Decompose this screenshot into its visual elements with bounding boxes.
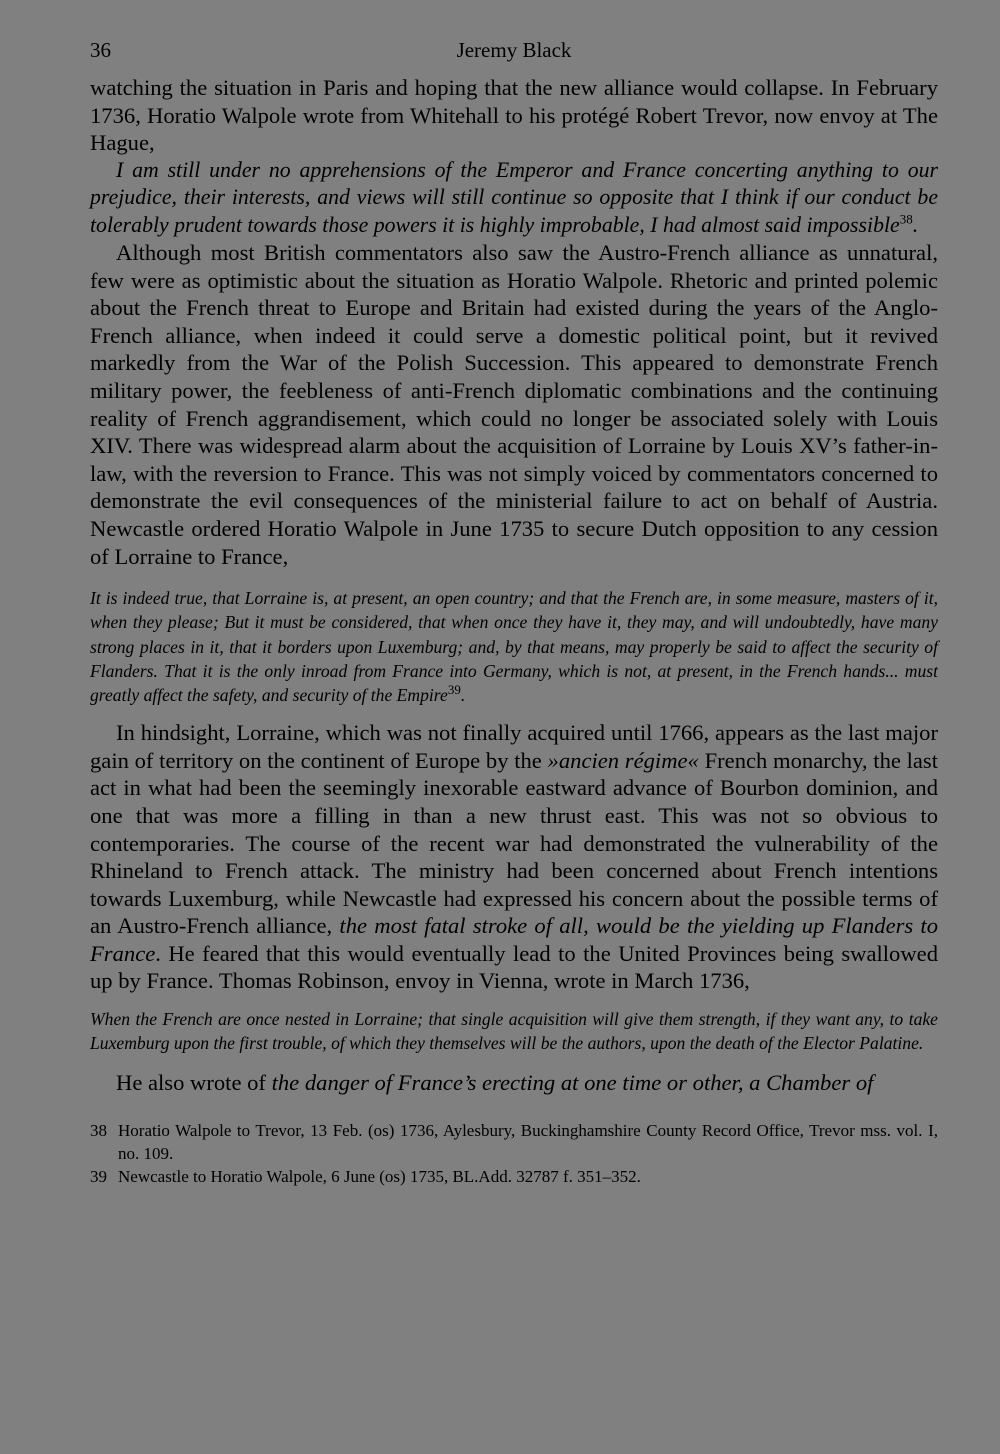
footnotes — [90, 1119, 938, 1188]
paragraph-3-part-c: . He feared that this would eventually lead to the United Provinces being swallowed up by France. Thomas Robinson, envoy in Vienna, wrote in March 1736, — [90, 940, 938, 994]
paragraph-3-italic-quote: the most fatal stroke of all, would be the yielding up Flanders to France — [90, 913, 938, 966]
footnote-ref-38[interactable]: 38 — [899, 211, 913, 227]
footnote-text: Horatio Walpole to Trevor, 13 Feb. (os) 1736, Aylesbury, Buckinghamshire County Record Office, Trevor mss. vol. I, no. 109. — [118, 1121, 938, 1164]
footnote-text: Newcastle to Horatio Walpole, 6 June (os) 1735, BL.Add. 32787 f. 351–352. — [118, 1167, 641, 1187]
paragraph-4-part-a: He also wrote of — [116, 1070, 272, 1096]
quote-newcastle-end: . — [460, 684, 466, 705]
footnote-38 — [90, 1119, 938, 1165]
footnote-ref-39[interactable]: 39 — [447, 682, 461, 698]
paragraph-2: Although most British commentators also saw the Austro-French alliance as unnatural, few were as optimistic about the situation as Horatio Walpole. Rhetoric and printed polemic about the French threat to Europe and Britain had existed during the years of the Anglo-French alliance, when indeed it could serve a domestic political point, but it revived markedly from the War of the Polish Succession. This appeared to demonstrate French military power, the feebleness of anti-French diplomatic combinations and the continuing reality of French aggrandisement, which could no longer be associated solely with Louis XIV. There was widespread alarm about the acquisition of Lorraine by Louis XV’s father-in-law, with the reversion to France. This was not simply voiced by commentators concerned to demonstrate the evil consequences of the ministerial failure to act on behalf of Austria. Newcastle ordered Horatio Walpole in June 1735 to secure Dutch opposition to any cession of Lorraine to France, — [90, 240, 938, 569]
quote-newcastle — [90, 586, 938, 707]
book-page — [90, 38, 938, 1188]
paragraph-4-italic: the danger of France’s erecting at one time or other, a Chamber of — [271, 1070, 874, 1096]
running-head — [90, 38, 938, 74]
paragraph-3 — [90, 719, 938, 995]
footnote-number: 38 — [90, 1121, 107, 1141]
quote-newcastle-text: It is indeed true, that Lorraine is, at present, an open country; and that the French are, in some measure, masters of it, when they please; But it must be considered, that when once they have it, they may, and will undoubtedly, have many strong places in it, that it borders upon Luxemburg; and, by that means, may properly be said to affect the security of Flanders. That it is the only inroad from France into Germany, which is not, at present, in the French hands... must greatly affect the safety, and security of the Empire — [90, 588, 938, 705]
paragraph-1: watching the situation in Paris and hoping that the new alliance would collapse. In February 1736, Horatio Walpole wrote from Whitehall to his protégé Robert Trevor, now envoy at The Hague, — [90, 75, 938, 156]
footnote-number: 39 — [90, 1167, 107, 1187]
paragraph-3-part-a: In hindsight, Lorraine, which was not finally acquired until 1766, appears as the last major gain of territory on the continent of Europe by the — [90, 720, 938, 773]
footnote-39 — [90, 1165, 938, 1188]
page-number: 36 — [90, 38, 111, 62]
quote-walpole — [90, 157, 938, 239]
quote-walpole-text: I am still under no apprehensions of the Emperor and France concerting anything to our prejudice, their interests, and views will still continue so opposite that I think if our conduct be tolerably prudent towards those powers it is highly improbable, I had almost said impossible — [90, 157, 938, 237]
quote-robinson: When the French are once nested in Lorraine; that single acquisition will give them strength, if they want any, to take Luxemburg upon the first trouble, of which they themselves will be the authors, upon the death of the Elector Palatine. — [90, 1009, 938, 1054]
paragraph-4 — [90, 1069, 938, 1097]
running-title: Jeremy Black — [456, 38, 572, 62]
quote-walpole-end: . — [912, 212, 919, 237]
ancien-regime-term: »ancien régime« — [547, 747, 699, 773]
paragraph-3-part-b: French monarchy, the last act in what had been the seemingly inexorable eastward advance of Bourbon dominion, and one that was more a filling in than a new thrust east. This was not so obvious to contemporaries. The course of the recent war had demonstrated the vulnerability of the Rhineland to French attack. The ministry had been concerned about French intentions towards Luxemburg, while Newcastle had expressed his concern about the possible terms of an Austro-French alliance, — [90, 747, 938, 939]
